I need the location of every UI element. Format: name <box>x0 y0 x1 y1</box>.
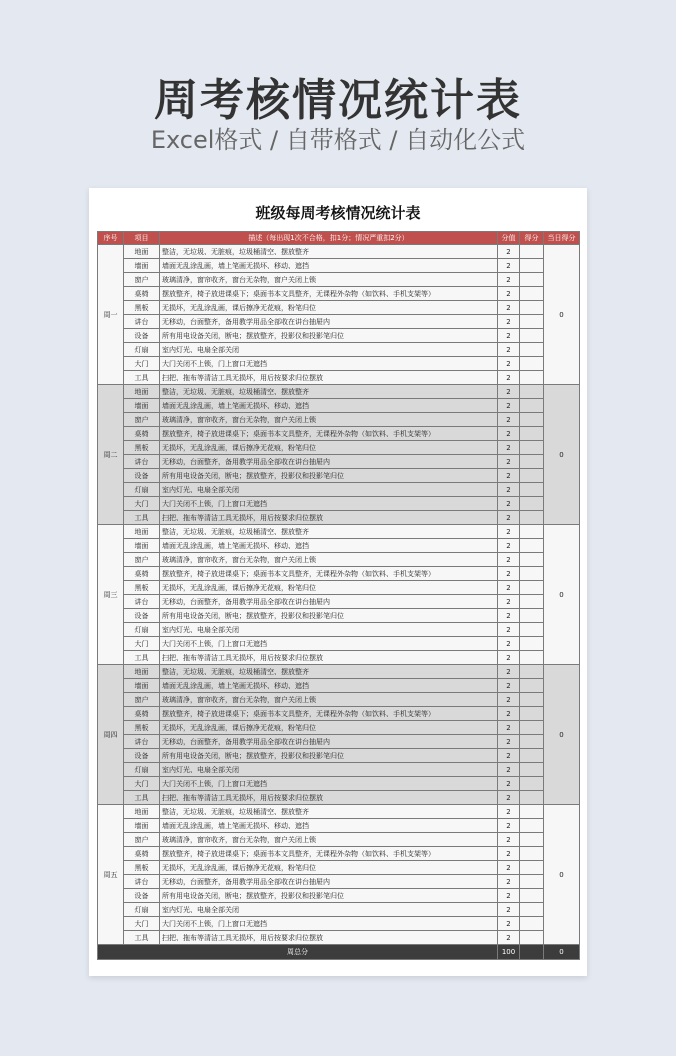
item-got-cell[interactable] <box>520 259 544 273</box>
item-name-cell[interactable]: 讲台 <box>124 315 160 329</box>
item-score-cell[interactable]: 2 <box>498 301 520 315</box>
item-score-cell[interactable]: 2 <box>498 581 520 595</box>
item-got-cell[interactable] <box>520 553 544 567</box>
item-score-cell[interactable]: 2 <box>498 525 520 539</box>
week-label-cell[interactable]: 周一 <box>98 245 124 385</box>
item-score-cell[interactable]: 2 <box>498 357 520 371</box>
sheet-title: 班级每周考核情况统计表 <box>255 204 421 222</box>
table-row <box>98 539 580 553</box>
total-day-cell[interactable]: 0 <box>544 945 580 960</box>
day-score-cell[interactable]: 0 <box>544 805 580 945</box>
table-row <box>98 497 580 511</box>
table-row <box>98 777 580 791</box>
header-day: 当日得分 <box>544 232 580 245</box>
item-score-cell[interactable]: 2 <box>498 721 520 735</box>
item-desc-cell[interactable]: 大门关闭不上锁，门上窗口无遮挡 <box>160 497 498 511</box>
table-row <box>98 721 580 735</box>
item-desc-cell[interactable]: 大门关闭不上锁，门上窗口无遮挡 <box>160 637 498 651</box>
item-name-cell[interactable]: 窗户 <box>124 553 160 567</box>
item-desc-cell[interactable]: 所有用电设备关闭，断电；摆放整齐，投影仪和投影笔归位 <box>160 469 498 483</box>
item-score-cell[interactable]: 2 <box>498 861 520 875</box>
item-desc-cell[interactable]: 墙面无乱涂乱画，墙上笔画无损坏、移动、遮挡 <box>160 259 498 273</box>
item-name-cell[interactable]: 墙面 <box>124 259 160 273</box>
item-name-cell[interactable]: 大门 <box>124 357 160 371</box>
item-desc-cell[interactable]: 大门关闭不上锁，门上窗口无遮挡 <box>160 777 498 791</box>
item-score-cell[interactable]: 2 <box>498 343 520 357</box>
item-score-cell[interactable]: 2 <box>498 651 520 665</box>
item-score-cell[interactable]: 2 <box>498 847 520 861</box>
item-got-cell[interactable] <box>520 567 544 581</box>
item-name-cell[interactable]: 讲台 <box>124 735 160 749</box>
table-row <box>98 385 580 399</box>
table-row <box>98 287 580 301</box>
table-row <box>98 357 580 371</box>
item-desc-cell[interactable]: 摆放整齐，椅子放进课桌下；桌面书本文具整齐，无课程外杂物（如饮料、手机支架等） <box>160 427 498 441</box>
item-got-cell[interactable] <box>520 273 544 287</box>
item-desc-cell[interactable]: 无移动，台面整齐，备用教学用品全部收在讲台抽屉内 <box>160 315 498 329</box>
table-row <box>98 665 580 679</box>
item-name-cell[interactable]: 窗户 <box>124 693 160 707</box>
header-row <box>98 232 580 245</box>
item-desc-cell[interactable]: 室内灯光、电扇全部关闭 <box>160 903 498 917</box>
item-score-cell[interactable]: 2 <box>498 595 520 609</box>
item-got-cell[interactable] <box>520 609 544 623</box>
total-row <box>98 945 580 960</box>
assessment-table <box>97 231 580 960</box>
table-row <box>98 735 580 749</box>
item-desc-cell[interactable]: 玻璃清净，窗帘收齐，窗台无杂物，窗户关闭上锁 <box>160 273 498 287</box>
week-label-cell[interactable]: 周五 <box>98 805 124 945</box>
item-name-cell[interactable]: 地面 <box>124 525 160 539</box>
item-desc-cell[interactable]: 无移动，台面整齐，备用教学用品全部收在讲台抽屉内 <box>160 875 498 889</box>
item-score-cell[interactable]: 2 <box>498 469 520 483</box>
item-score-cell[interactable]: 2 <box>498 917 520 931</box>
item-desc-cell[interactable]: 室内灯光、电扇全部关闭 <box>160 483 498 497</box>
item-name-cell[interactable]: 工具 <box>124 931 160 945</box>
item-got-cell[interactable] <box>520 889 544 903</box>
item-got-cell[interactable] <box>520 595 544 609</box>
item-score-cell[interactable]: 2 <box>498 679 520 693</box>
item-got-cell[interactable] <box>520 399 544 413</box>
item-score-cell[interactable]: 2 <box>498 889 520 903</box>
item-score-cell[interactable]: 2 <box>498 875 520 889</box>
item-got-cell[interactable] <box>520 763 544 777</box>
table-row <box>98 623 580 637</box>
item-desc-cell[interactable]: 摆放整齐，椅子放进课桌下；桌面书本文具整齐，无课程外杂物（如饮料、手机支架等） <box>160 707 498 721</box>
item-got-cell[interactable] <box>520 693 544 707</box>
total-got-cell[interactable] <box>520 945 544 960</box>
item-score-cell[interactable]: 2 <box>498 427 520 441</box>
item-score-cell[interactable]: 2 <box>498 777 520 791</box>
item-desc-cell[interactable]: 整洁，无垃圾、无脏痕，垃圾桶清空、摆放整齐 <box>160 665 498 679</box>
item-desc-cell[interactable]: 所有用电设备关闭，断电；摆放整齐，投影仪和投影笔归位 <box>160 609 498 623</box>
item-score-cell[interactable]: 2 <box>498 497 520 511</box>
item-name-cell[interactable]: 讲台 <box>124 455 160 469</box>
item-name-cell[interactable]: 大门 <box>124 777 160 791</box>
item-desc-cell[interactable]: 无损坏，无乱涂乱画，课后擦净无花痕，粉笔归位 <box>160 581 498 595</box>
table-row <box>98 581 580 595</box>
item-got-cell[interactable] <box>520 931 544 945</box>
item-got-cell[interactable] <box>520 903 544 917</box>
item-score-cell[interactable]: 2 <box>498 245 520 259</box>
item-score-cell[interactable]: 2 <box>498 819 520 833</box>
header-got: 得分 <box>520 232 544 245</box>
item-got-cell[interactable] <box>520 315 544 329</box>
item-got-cell[interactable] <box>520 357 544 371</box>
table-row <box>98 595 580 609</box>
table-row <box>98 637 580 651</box>
item-got-cell[interactable] <box>520 371 544 385</box>
table-row <box>98 553 580 567</box>
item-name-cell[interactable]: 窗户 <box>124 833 160 847</box>
item-name-cell[interactable]: 黑板 <box>124 301 160 315</box>
item-desc-cell[interactable]: 室内灯光、电扇全部关闭 <box>160 763 498 777</box>
item-desc-cell[interactable]: 玻璃清净，窗帘收齐，窗台无杂物，窗户关闭上锁 <box>160 833 498 847</box>
item-score-cell[interactable]: 2 <box>498 273 520 287</box>
table-row <box>98 315 580 329</box>
item-got-cell[interactable] <box>520 287 544 301</box>
item-score-cell[interactable]: 2 <box>498 455 520 469</box>
item-got-cell[interactable] <box>520 819 544 833</box>
table-row <box>98 763 580 777</box>
table-row <box>98 875 580 889</box>
table-row <box>98 273 580 287</box>
item-score-cell[interactable]: 2 <box>498 539 520 553</box>
header-desc: 描述（每出现1次不合格，扣1分；情况严重扣2分） <box>160 232 498 245</box>
item-score-cell[interactable]: 2 <box>498 791 520 805</box>
item-got-cell[interactable] <box>520 791 544 805</box>
item-score-cell[interactable]: 2 <box>498 399 520 413</box>
item-desc-cell[interactable]: 扫把、拖布等清洁工具无损坏，用后按要求归位摆放 <box>160 651 498 665</box>
item-score-cell[interactable]: 2 <box>498 693 520 707</box>
item-got-cell[interactable] <box>520 539 544 553</box>
item-got-cell[interactable] <box>520 721 544 735</box>
item-name-cell[interactable]: 桌椅 <box>124 427 160 441</box>
item-desc-cell[interactable]: 墙面无乱涂乱画，墙上笔画无损坏、移动、遮挡 <box>160 819 498 833</box>
item-score-cell[interactable]: 2 <box>498 833 520 847</box>
item-name-cell[interactable]: 墙面 <box>124 679 160 693</box>
item-got-cell[interactable] <box>520 875 544 889</box>
item-got-cell[interactable] <box>520 329 544 343</box>
item-got-cell[interactable] <box>520 497 544 511</box>
item-name-cell[interactable]: 桌椅 <box>124 847 160 861</box>
item-score-cell[interactable]: 2 <box>498 371 520 385</box>
item-got-cell[interactable] <box>520 777 544 791</box>
item-desc-cell[interactable]: 扫把、拖布等清洁工具无损坏，用后按要求归位摆放 <box>160 931 498 945</box>
item-name-cell[interactable]: 桌椅 <box>124 287 160 301</box>
item-got-cell[interactable] <box>520 637 544 651</box>
item-name-cell[interactable]: 工具 <box>124 791 160 805</box>
item-got-cell[interactable] <box>520 511 544 525</box>
item-desc-cell[interactable]: 整洁，无垃圾、无脏痕，垃圾桶清空、摆放整齐 <box>160 385 498 399</box>
table-row <box>98 679 580 693</box>
item-name-cell[interactable]: 工具 <box>124 651 160 665</box>
item-got-cell[interactable] <box>520 847 544 861</box>
item-name-cell[interactable]: 设备 <box>124 329 160 343</box>
table-row <box>98 805 580 819</box>
table-row <box>98 931 580 945</box>
item-name-cell[interactable]: 大门 <box>124 917 160 931</box>
item-name-cell[interactable]: 设备 <box>124 469 160 483</box>
item-name-cell[interactable]: 大门 <box>124 637 160 651</box>
table-row <box>98 847 580 861</box>
item-name-cell[interactable]: 黑板 <box>124 581 160 595</box>
item-score-cell[interactable]: 2 <box>498 413 520 427</box>
table-row <box>98 469 580 483</box>
item-score-cell[interactable]: 2 <box>498 707 520 721</box>
item-desc-cell[interactable]: 无移动，台面整齐，备用教学用品全部收在讲台抽屉内 <box>160 595 498 609</box>
day-score-cell[interactable]: 0 <box>544 245 580 385</box>
item-got-cell[interactable] <box>520 917 544 931</box>
item-got-cell[interactable] <box>520 861 544 875</box>
table-row <box>98 567 580 581</box>
week-label-cell[interactable]: 周二 <box>98 385 124 525</box>
item-got-cell[interactable] <box>520 805 544 819</box>
table-row <box>98 371 580 385</box>
item-score-cell[interactable]: 2 <box>498 483 520 497</box>
item-name-cell[interactable]: 灯扇 <box>124 763 160 777</box>
item-score-cell[interactable]: 2 <box>498 805 520 819</box>
item-desc-cell[interactable]: 所有用电设备关闭，断电；摆放整齐，投影仪和投影笔归位 <box>160 749 498 763</box>
item-got-cell[interactable] <box>520 441 544 455</box>
item-name-cell[interactable]: 讲台 <box>124 875 160 889</box>
item-name-cell[interactable]: 墙面 <box>124 539 160 553</box>
item-desc-cell[interactable]: 无移动，台面整齐，备用教学用品全部收在讲台抽屉内 <box>160 455 498 469</box>
item-name-cell[interactable]: 黑板 <box>124 861 160 875</box>
item-got-cell[interactable] <box>520 749 544 763</box>
table-row <box>98 819 580 833</box>
table-row <box>98 889 580 903</box>
item-desc-cell[interactable]: 所有用电设备关闭，断电；摆放整齐，投影仪和投影笔归位 <box>160 889 498 903</box>
item-got-cell[interactable] <box>520 665 544 679</box>
item-score-cell[interactable]: 2 <box>498 749 520 763</box>
table-row <box>98 301 580 315</box>
item-score-cell[interactable]: 2 <box>498 637 520 651</box>
table-row <box>98 343 580 357</box>
item-name-cell[interactable]: 灯扇 <box>124 903 160 917</box>
item-score-cell[interactable]: 2 <box>498 511 520 525</box>
item-got-cell[interactable] <box>520 483 544 497</box>
table-row <box>98 483 580 497</box>
hero-title: 周考核情况统计表 <box>154 75 522 126</box>
item-got-cell[interactable] <box>520 413 544 427</box>
table-row <box>98 651 580 665</box>
day-score-cell[interactable]: 0 <box>544 525 580 665</box>
item-score-cell[interactable]: 2 <box>498 665 520 679</box>
table-row <box>98 917 580 931</box>
item-desc-cell[interactable]: 玻璃清净，窗帘收齐，窗台无杂物，窗户关闭上锁 <box>160 413 498 427</box>
item-desc-cell[interactable]: 无移动，台面整齐，备用教学用品全部收在讲台抽屉内 <box>160 735 498 749</box>
item-desc-cell[interactable]: 摆放整齐，椅子放进课桌下；桌面书本文具整齐，无课程外杂物（如饮料、手机支架等） <box>160 567 498 581</box>
table-row <box>98 413 580 427</box>
item-name-cell[interactable]: 地面 <box>124 245 160 259</box>
header-score: 分值 <box>498 232 520 245</box>
item-desc-cell[interactable]: 整洁，无垃圾、无脏痕，垃圾桶清空、摆放整齐 <box>160 805 498 819</box>
item-desc-cell[interactable]: 无损坏，无乱涂乱画，课后擦净无花痕，粉笔归位 <box>160 721 498 735</box>
item-desc-cell[interactable]: 室内灯光、电扇全部关闭 <box>160 623 498 637</box>
item-name-cell[interactable]: 地面 <box>124 665 160 679</box>
item-desc-cell[interactable]: 无损坏，无乱涂乱画，课后擦净无花痕，粉笔归位 <box>160 861 498 875</box>
table-row <box>98 245 580 259</box>
table-row <box>98 609 580 623</box>
item-got-cell[interactable] <box>520 469 544 483</box>
item-name-cell[interactable]: 大门 <box>124 497 160 511</box>
table-row <box>98 441 580 455</box>
item-name-cell[interactable]: 黑板 <box>124 441 160 455</box>
item-score-cell[interactable]: 2 <box>498 903 520 917</box>
item-score-cell[interactable]: 2 <box>498 385 520 399</box>
table-row <box>98 861 580 875</box>
item-name-cell[interactable]: 墙面 <box>124 819 160 833</box>
item-name-cell[interactable]: 桌椅 <box>124 567 160 581</box>
item-name-cell[interactable]: 设备 <box>124 889 160 903</box>
item-name-cell[interactable]: 窗户 <box>124 273 160 287</box>
item-desc-cell[interactable]: 玻璃清净，窗帘收齐，窗台无杂物，窗户关闭上锁 <box>160 553 498 567</box>
item-name-cell[interactable]: 设备 <box>124 749 160 763</box>
item-got-cell[interactable] <box>520 343 544 357</box>
table-row <box>98 833 580 847</box>
day-score-cell[interactable]: 0 <box>544 665 580 805</box>
item-desc-cell[interactable]: 扫把、拖布等清洁工具无损坏，用后按要求归位摆放 <box>160 511 498 525</box>
table-row <box>98 329 580 343</box>
item-score-cell[interactable]: 2 <box>498 931 520 945</box>
item-desc-cell[interactable]: 墙面无乱涂乱画，墙上笔画无损坏、移动、遮挡 <box>160 399 498 413</box>
day-score-cell[interactable]: 0 <box>544 385 580 525</box>
table-row <box>98 427 580 441</box>
item-got-cell[interactable] <box>520 525 544 539</box>
item-desc-cell[interactable]: 所有用电设备关闭，断电；摆放整齐，投影仪和投影笔归位 <box>160 329 498 343</box>
table-row <box>98 455 580 469</box>
item-desc-cell[interactable]: 室内灯光、电扇全部关闭 <box>160 343 498 357</box>
table-row <box>98 399 580 413</box>
item-desc-cell[interactable]: 整洁，无垃圾、无脏痕，垃圾桶清空、摆放整齐 <box>160 245 498 259</box>
item-score-cell[interactable]: 2 <box>498 623 520 637</box>
item-name-cell[interactable]: 墙面 <box>124 399 160 413</box>
item-score-cell[interactable]: 2 <box>498 553 520 567</box>
item-score-cell[interactable]: 2 <box>498 329 520 343</box>
header-item: 项目 <box>124 232 160 245</box>
hero-subtitle: Excel格式 / 自带格式 / 自动化公式 <box>150 126 526 154</box>
table-row <box>98 707 580 721</box>
item-score-cell[interactable]: 2 <box>498 259 520 273</box>
item-desc-cell[interactable]: 扫把、拖布等清洁工具无损坏，用后按要求归位摆放 <box>160 371 498 385</box>
item-got-cell[interactable] <box>520 735 544 749</box>
item-score-cell[interactable]: 2 <box>498 763 520 777</box>
item-name-cell[interactable]: 桌椅 <box>124 707 160 721</box>
item-got-cell[interactable] <box>520 651 544 665</box>
total-score-cell[interactable]: 100 <box>498 945 520 960</box>
item-name-cell[interactable]: 地面 <box>124 805 160 819</box>
item-desc-cell[interactable]: 大门关闭不上锁，门上窗口无遮挡 <box>160 917 498 931</box>
item-got-cell[interactable] <box>520 385 544 399</box>
item-name-cell[interactable]: 黑板 <box>124 721 160 735</box>
item-name-cell[interactable]: 工具 <box>124 371 160 385</box>
table-row <box>98 511 580 525</box>
item-got-cell[interactable] <box>520 245 544 259</box>
table-row <box>98 903 580 917</box>
item-desc-cell[interactable]: 无损坏，无乱涂乱画，课后擦净无花痕，粉笔归位 <box>160 301 498 315</box>
item-score-cell[interactable]: 2 <box>498 441 520 455</box>
total-label-cell[interactable]: 周总分 <box>98 945 498 960</box>
item-got-cell[interactable] <box>520 623 544 637</box>
item-got-cell[interactable] <box>520 833 544 847</box>
item-desc-cell[interactable]: 无损坏，无乱涂乱画，课后擦净无花痕，粉笔归位 <box>160 441 498 455</box>
table-row <box>98 791 580 805</box>
item-got-cell[interactable] <box>520 581 544 595</box>
table-row <box>98 525 580 539</box>
item-got-cell[interactable] <box>520 679 544 693</box>
item-desc-cell[interactable]: 墙面无乱涂乱画，墙上笔画无损坏、移动、遮挡 <box>160 679 498 693</box>
table-row <box>98 693 580 707</box>
item-name-cell[interactable]: 工具 <box>124 511 160 525</box>
week-label-cell[interactable]: 周三 <box>98 525 124 665</box>
item-desc-cell[interactable]: 摆放整齐，椅子放进课桌下；桌面书本文具整齐，无课程外杂物（如饮料、手机支架等） <box>160 847 498 861</box>
spreadsheet-card <box>89 188 587 976</box>
item-score-cell[interactable]: 2 <box>498 735 520 749</box>
item-name-cell[interactable]: 灯扇 <box>124 623 160 637</box>
item-name-cell[interactable]: 窗户 <box>124 413 160 427</box>
item-desc-cell[interactable]: 大门关闭不上锁，门上窗口无遮挡 <box>160 357 498 371</box>
week-label-cell[interactable]: 周四 <box>98 665 124 805</box>
item-score-cell[interactable]: 2 <box>498 315 520 329</box>
item-score-cell[interactable]: 2 <box>498 287 520 301</box>
header-seq: 序号 <box>98 232 124 245</box>
item-name-cell[interactable]: 灯扇 <box>124 343 160 357</box>
item-got-cell[interactable] <box>520 455 544 469</box>
item-name-cell[interactable]: 灯扇 <box>124 483 160 497</box>
item-name-cell[interactable]: 地面 <box>124 385 160 399</box>
item-score-cell[interactable]: 2 <box>498 609 520 623</box>
item-got-cell[interactable] <box>520 427 544 441</box>
table-row <box>98 749 580 763</box>
item-name-cell[interactable]: 讲台 <box>124 595 160 609</box>
item-desc-cell[interactable]: 墙面无乱涂乱画，墙上笔画无损坏、移动、遮挡 <box>160 539 498 553</box>
item-desc-cell[interactable]: 整洁，无垃圾、无脏痕，垃圾桶清空、摆放整齐 <box>160 525 498 539</box>
table-row <box>98 259 580 273</box>
item-desc-cell[interactable]: 玻璃清净，窗帘收齐，窗台无杂物，窗户关闭上锁 <box>160 693 498 707</box>
item-name-cell[interactable]: 设备 <box>124 609 160 623</box>
item-desc-cell[interactable]: 扫把、拖布等清洁工具无损坏，用后按要求归位摆放 <box>160 791 498 805</box>
item-desc-cell[interactable]: 摆放整齐，椅子放进课桌下；桌面书本文具整齐，无课程外杂物（如饮料、手机支架等） <box>160 287 498 301</box>
item-got-cell[interactable] <box>520 301 544 315</box>
item-got-cell[interactable] <box>520 707 544 721</box>
item-score-cell[interactable]: 2 <box>498 567 520 581</box>
